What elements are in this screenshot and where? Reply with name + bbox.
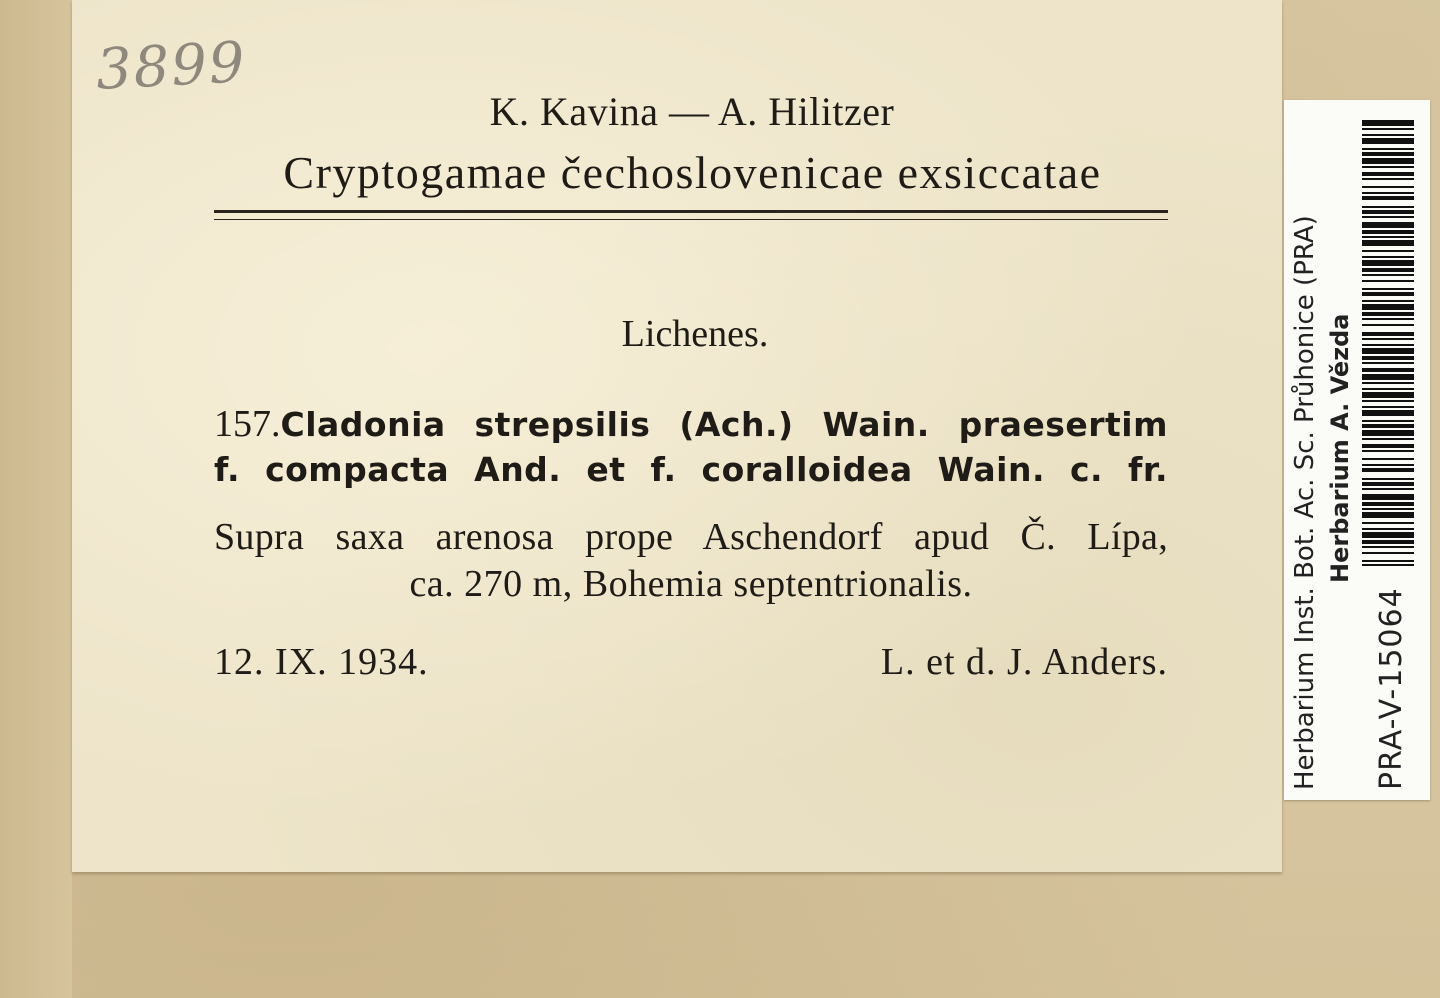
taxon-name-line2: f. compacta And. et f. coralloidea Wain. c. fr.	[214, 450, 1168, 489]
barcode-icon	[1362, 120, 1414, 566]
label-group: Lichenes.	[621, 313, 769, 355]
taxon-number: 157.	[214, 403, 281, 445]
herbarium-institution: Herbarium Inst. Bot. Ac. Sc. Průhonice (PRA)	[1290, 215, 1320, 790]
title-rule-thick	[214, 210, 1168, 213]
collector: L. et d. J. Anders.	[880, 641, 1168, 683]
collection-date: 12. IX. 1934.	[214, 641, 429, 683]
title-rule-thin	[214, 219, 1168, 220]
taxon-name-line1: Cladonia strepsilis (Ach.) Wain. praesertim	[280, 405, 1168, 444]
label-authors: K. Kavina — A. Hilitzer	[489, 89, 895, 134]
herbarium-sheet-edge	[0, 0, 72, 998]
catalog-number: PRA-V-15064	[1374, 587, 1409, 790]
herbarium-collection: Herbarium A. Vězda	[1326, 313, 1354, 583]
label-taxon	[214, 402, 1168, 492]
locality-line2: ca. 270 m, Bohemia septentrionalis.	[409, 563, 973, 605]
handwritten-accession-number: 3899	[94, 30, 249, 103]
label-series-title: Cryptogamae čechoslovenicae exsiccatae	[283, 147, 1102, 198]
locality-line1: Supra saxa arenosa prope Aschendorf apud Č. Lípa,	[214, 516, 1168, 558]
